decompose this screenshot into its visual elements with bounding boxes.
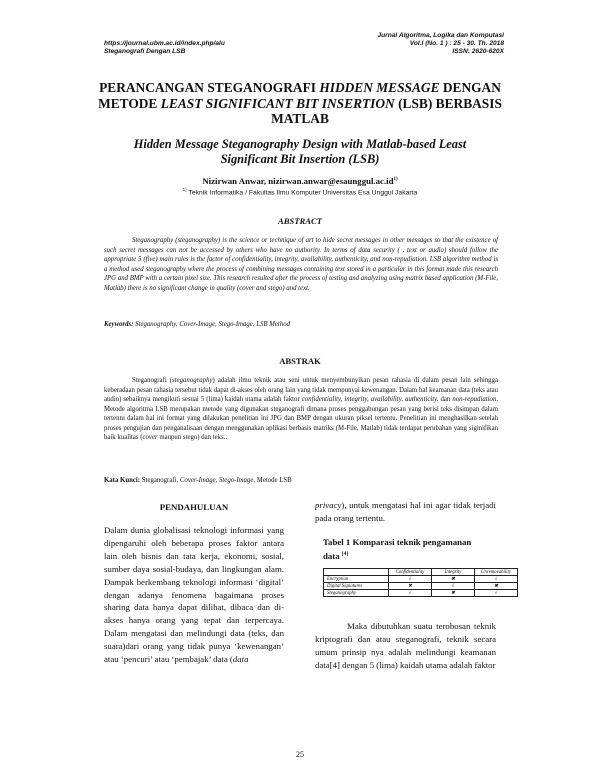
table-cell: ✖ — [475, 583, 518, 590]
body-paragraph: Maka dibutuhkan suatu terobosan teknik kriptografi dan atau steganografi, teknik secara umum prinsip nya adalah melindungi keamanan data[4] dengan 5 (lima) kaidah utama adalah faktor — [315, 621, 496, 670]
table-cell: √ — [389, 576, 432, 583]
abstract-heading: ABSTRACT — [278, 216, 322, 226]
table-header-cell: Integrity — [432, 569, 475, 576]
table-header-cell — [324, 569, 389, 576]
journal-name: Jurnal Algoritma, Logika dan Komputasi — [377, 32, 504, 39]
authors: Nizirwan Anwar, $nizirwan.anwar@esaunggul.ac.id^{1)}$ — [202, 176, 398, 186]
intro-paragraph: Dalam dunia globalisasi teknologi informasi yang dipengaruhi oleh beberapa proses faktor antara lain oleh bisnis dan tata kerja, ekonomi, sosial, sumber daya sosial-budaya, dan lingkungan alam. Dampak berkembang teknologi informasi ‘digital’ dengan adanya fenomena bagaimana proses sharing data hanya dapat dilihat, dibaca dan di-akses hanya orang yang tepat dan terpercaya. Dalam mengatasi dan melindungi data (teks, dan suara)dari orang yang tidak punya ‘kewenangan’ atau ‘pencuri’ atau ‘pembajak’ data (data — [104, 525, 284, 665]
keywords: Keywords: Steganography, Cover-Image, Stego-Image, LSB Method — [104, 321, 290, 328]
running-title: Steganografi Dengan LSB — [104, 48, 186, 55]
comparison-table — [323, 568, 518, 597]
table-cell: √ — [475, 590, 518, 597]
table-cell: Encryption — [324, 576, 389, 583]
table-cell: √ — [432, 583, 475, 590]
journal-url[interactable]: https://journal.ubm.ac.id/index.php/alu — [104, 40, 225, 47]
table-row — [324, 583, 518, 590]
paper-subtitle: Hidden Message Steganography Design with Matlab-based Least Significant Bit Insertion (LSB) — [133, 137, 467, 166]
section-heading-pendahuluan: PENDAHULUAN — [159, 502, 229, 512]
table-cell: ✖ — [389, 583, 432, 590]
kata-kunci: Kata Kunci: Steganografi, Cover-Image, Stego-Image, Metode LSB — [104, 477, 292, 484]
table-cell: √ — [389, 590, 432, 597]
table-header-cell: Unremovability — [475, 569, 518, 576]
table-cell: √ — [475, 576, 518, 583]
table-cell: ✖ — [432, 576, 475, 583]
abstrak-heading: ABSTRAK — [279, 356, 321, 366]
table-row — [324, 590, 518, 597]
affiliation: $^{1)}$ Teknik Informatika / Fakultas Ilmu Komputer Universitas Esa Unggul Jakarta — [182, 187, 418, 197]
journal-volume: Vol.I (No. 1 ) : 25 - 30. Th. 2018 — [409, 40, 504, 47]
table-caption: Tabel 1 Komparasi teknik pengamanan data [4] — [323, 537, 472, 561]
journal-issn: ISSN: 2620-620X — [452, 48, 504, 55]
abstract-body: Steganography (steganography) is the science or technique of art to hide secret messages in other messages so that the existence of such secret messages can not be accessed by others who have no authority. In terms of data security ( , text or audio) should follow the appropriate 5 (five) main rules is the factor of confidentiality, integrity, availability, authenticity, and non-repudiation. LSB algorithm method is a method used steganography where the process of combining messages containing text stored in a particular in this format made this research JPG and BMP with a certain pixel size. This research resulted after the process of testing and analyzing using matrix based application (M-File, Matlab) there is no significant change in quality (cover and stego) and text. — [104, 237, 498, 292]
table-cell: Digital Signatures — [324, 583, 389, 590]
table-cell: ✖ — [432, 590, 475, 597]
table-row — [324, 576, 518, 583]
table-header-row — [324, 569, 518, 576]
paper-title: PERANCANGAN STEGANOGRAFI HIDDEN MESSAGE DENGAN METODE LEAST SIGNIFICANT BIT INSERTION (LSB) BERBASIS MATLAB — [98, 80, 502, 126]
table-header-cell: Confidentiality — [389, 569, 432, 576]
abstrak-body: Steganografi (steganography) adalah ilmu teknik atau seni untuk menyembunyikan pesan rahasia di dalam pesan lain sehingga keberadaan pesan rahasia tersebut tidak dapat di-akses oleh orang lain yang tidak mempunyai kewenangan. Dalam hal keamanan data (teks atau audio) sebaiknya mengikuti sesuai 5 (lima) kaidah utama adalah faktor confidentiality, integrity, availability, authenticity, dan non-repudiation. Metode algoritma LSB merupakan metode yang digunakan steganografi dimana proses penggabungan pesan yang berisi teks disimpan dalam tertentu dalam hal ini format yang dilakukan penelitian ini JPG dan BMP dengan ukuran piksel tertentu. Penelitian ini menghasilkan setelah proses pengujian dan penganalisaan dengan menggunakan aplikasi berbasis matriks (M-File, Matlab) tidak terdapat perubahan yang siginifikan baik kualitas (cover maupun stego) dan teks.. — [104, 377, 499, 441]
intro-continuation: privacy), untuk mengatasi hal ini agar tidak terjadi pada orang tertentu. — [315, 500, 496, 523]
table-cell: Steganography — [324, 590, 389, 597]
page-number: 25 — [296, 750, 304, 759]
